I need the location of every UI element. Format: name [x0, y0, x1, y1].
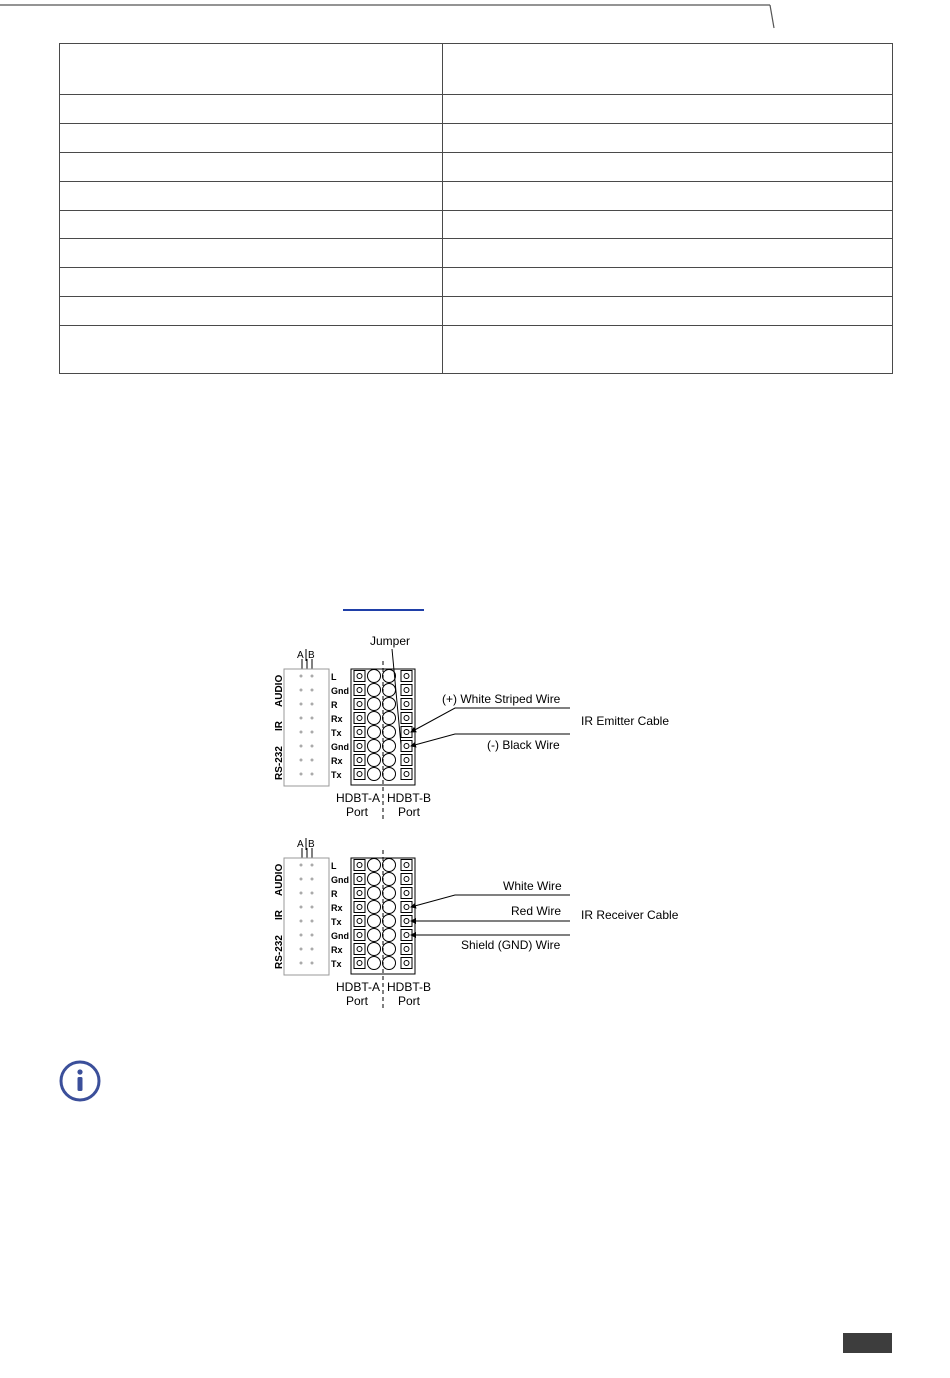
port-label: HDBT-B: [387, 980, 432, 994]
pin-label: Rx: [331, 756, 343, 766]
group-label-audio: AUDIO: [274, 674, 285, 707]
jumper-label: Jumper: [370, 634, 411, 648]
spec-table: [59, 43, 893, 374]
ir-wiring-diagrams: [270, 625, 710, 1020]
hyperlink-underline[interactable]: [343, 609, 424, 611]
cable-label: IR Receiver Cable: [581, 908, 679, 922]
pin-label: R: [331, 700, 338, 710]
port-label: Port: [398, 805, 421, 819]
table-row: [60, 211, 893, 239]
table-row: [60, 239, 893, 268]
wire-label: White Wire: [503, 879, 562, 893]
pin-label: Tx: [331, 770, 342, 780]
table-row: [60, 297, 893, 326]
port-label: HDBT-A: [336, 791, 381, 805]
wire-label: (-) Black Wire: [487, 738, 560, 752]
ab-label-b: B: [308, 839, 315, 850]
table-row: [60, 182, 893, 211]
receiver-diagram: [274, 838, 679, 1010]
wiring-diagram-svg: [270, 625, 710, 1015]
pin-label: Rx: [331, 714, 343, 724]
wire-label: (+) White Striped Wire: [442, 692, 561, 706]
group-label-ir: IR: [274, 721, 285, 731]
table-row: [60, 44, 893, 95]
pin-label: Rx: [331, 945, 343, 955]
port-label: Port: [346, 805, 369, 819]
pin-label: Tx: [331, 728, 342, 738]
pin-label: L: [331, 672, 337, 682]
wire-label: Shield (GND) Wire: [461, 938, 561, 952]
ab-label-a: A: [297, 650, 304, 661]
group-label-audio: AUDIO: [274, 863, 285, 896]
table-row: [60, 326, 893, 374]
ab-label-b: B: [308, 650, 315, 661]
page-number-tab: [843, 1333, 892, 1353]
pin-label: R: [331, 889, 338, 899]
ab-label-a: A: [297, 839, 304, 850]
pin-label: Gnd: [331, 931, 349, 941]
pin-label: Rx: [331, 903, 343, 913]
group-label-rs232: RS-232: [274, 746, 285, 780]
pin-label: L: [331, 861, 337, 871]
info-icon: [58, 1059, 102, 1103]
pin-label: Tx: [331, 917, 342, 927]
group-label-rs232: RS-232: [274, 935, 285, 969]
emitter-diagram: [274, 634, 669, 821]
table-row: [60, 153, 893, 182]
table-row: [60, 268, 893, 297]
pin-label: Gnd: [331, 875, 349, 885]
port-label: Port: [398, 994, 421, 1008]
port-label: Port: [346, 994, 369, 1008]
cable-label: IR Emitter Cable: [581, 714, 670, 728]
pin-label: Tx: [331, 959, 342, 969]
table-row: [60, 124, 893, 153]
pin-label: Gnd: [331, 742, 349, 752]
port-label: HDBT-B: [387, 791, 432, 805]
port-label: HDBT-A: [336, 980, 381, 994]
wire-label: Red Wire: [511, 904, 562, 918]
table-row: [60, 95, 893, 124]
group-label-ir: IR: [274, 910, 285, 920]
pin-label: Gnd: [331, 686, 349, 696]
header-rule: [0, 0, 950, 30]
